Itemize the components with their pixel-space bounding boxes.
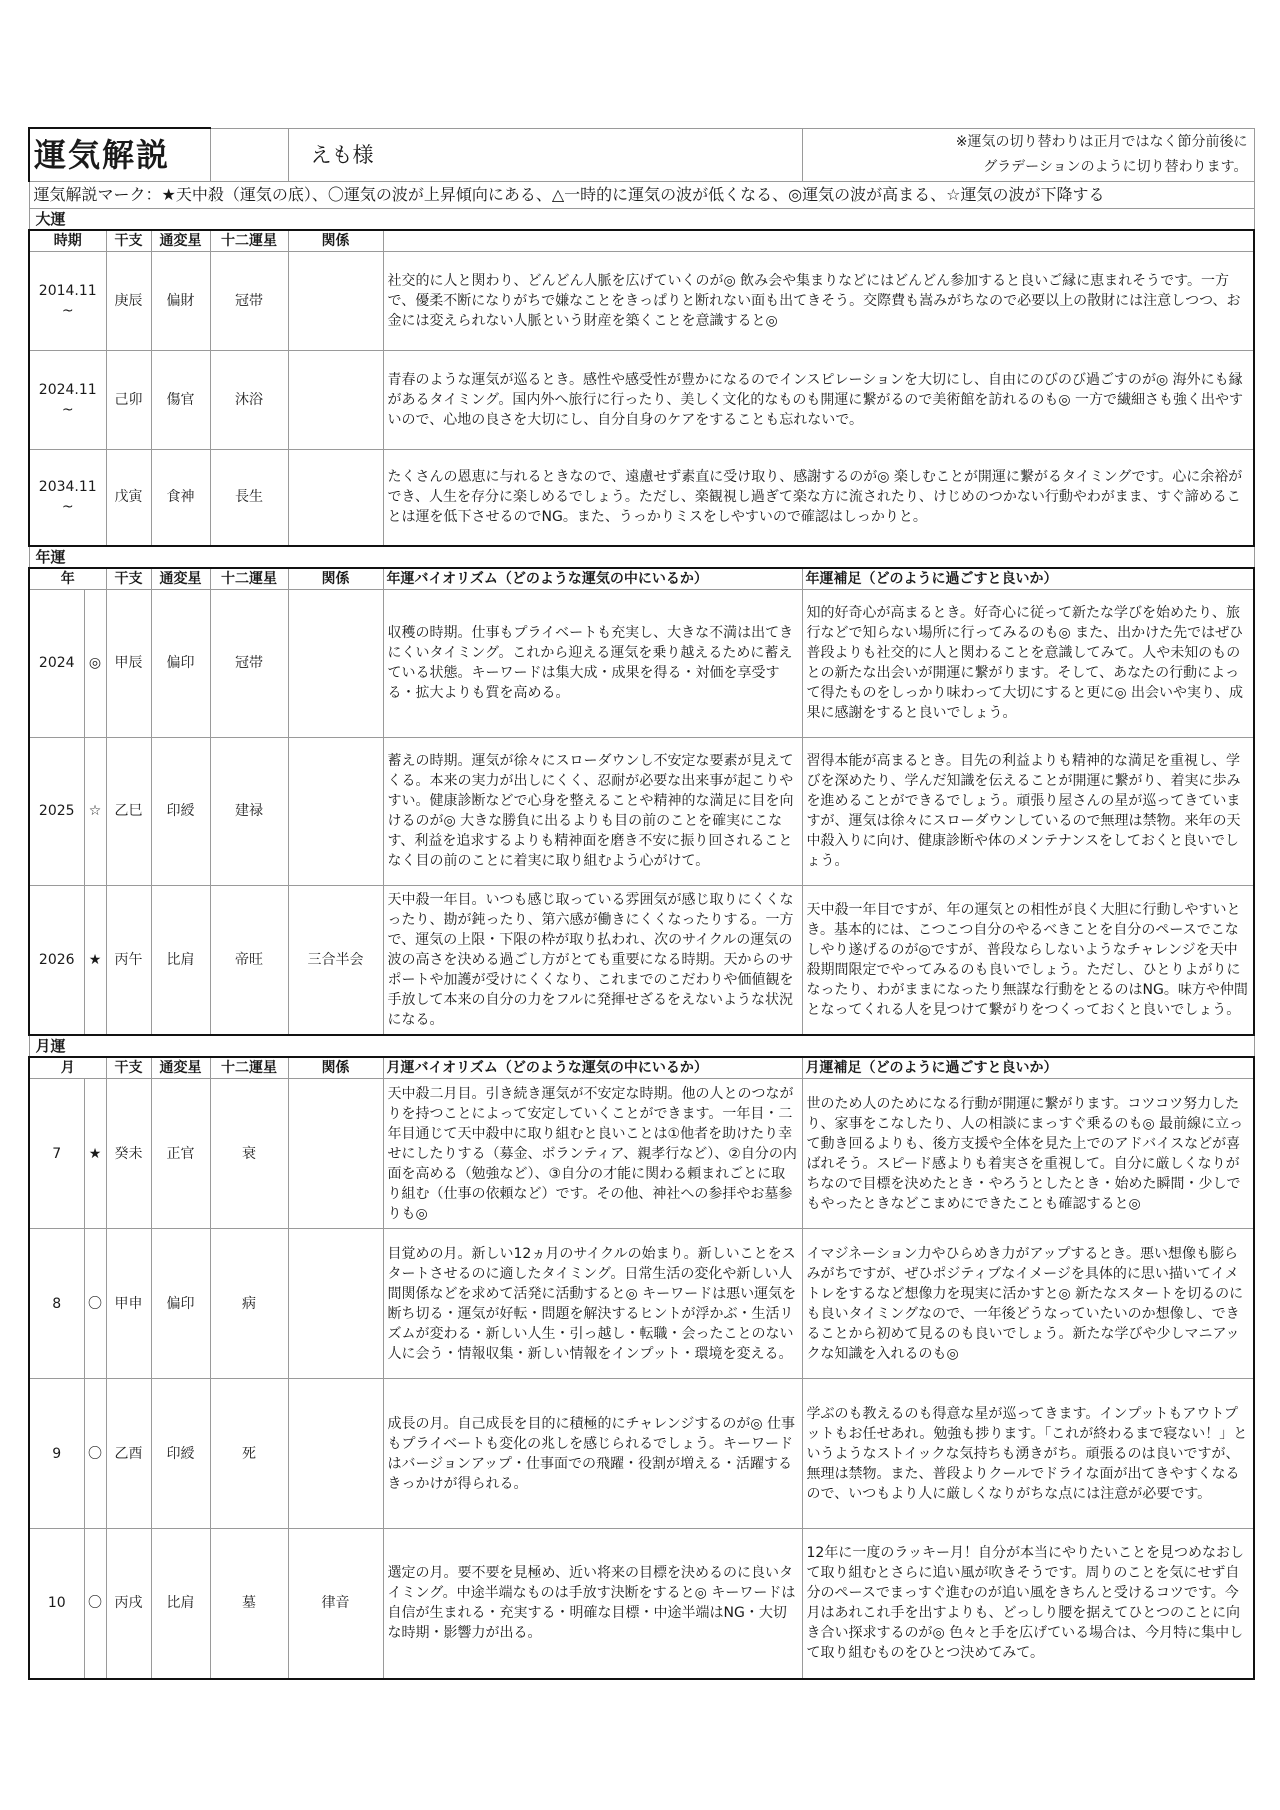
- month: 9: [29, 1379, 84, 1529]
- fortune-mark: ★: [84, 1079, 106, 1229]
- section-getsuun-label: 月運: [29, 1035, 1254, 1057]
- col-header-biorhythm: 月運バイオリズム（どのような運気の中にいるか）: [383, 1057, 802, 1079]
- kankei: [288, 737, 383, 885]
- biorhythm-text: 成長の月。自己成長を目的に積極的にチャレンジするのが◎ 仕事もプライベートも変化の兆しを感じられるでしょう。キーワードはバージョンアップ・仕事面での飛躍・役割が増える・活躍するきっかけが得られる。: [383, 1379, 802, 1529]
- biorhythm-text: 選定の月。要不要を見極め、近い将来の目標を決めるのに良いタイミング。中途半端なものは手放す決断をすると◎ キーワードは自信が生まれる・充実する・明確な目標・中途半端はNG・大切な時期・影響力が出る。: [383, 1529, 802, 1679]
- kanshi: 庚辰: [106, 252, 151, 351]
- month: 8: [29, 1229, 84, 1379]
- kankei: [288, 1379, 383, 1529]
- tsuhen: 偏印: [151, 589, 210, 737]
- kankei: [288, 351, 383, 450]
- kanshi: 癸未: [106, 1079, 151, 1229]
- client-name: えも様: [288, 128, 802, 182]
- juuni: 冠帯: [210, 252, 288, 351]
- biorhythm-text: 目覚めの月。新しい12ヵ月のサイクルの始まり。新しいことをスタートさせるのに適したタイミング。日常生活の変化や新しい人間関係などを求めて活発に活動すると◎ キーワードは悪い運気を断ち切る・運気が好転・問題を解決するヒントが浮かぶ・生活リズムが変わる・新しい人生・引っ越し・転職・会ったことのない人に会う・情報収集・新しい情報をインプット・環境を変える。: [383, 1229, 802, 1379]
- section-taiun-label: 大運: [29, 209, 1254, 231]
- tsuhen: 偏印: [151, 1229, 210, 1379]
- col-header-juuni: 十二運星: [210, 230, 288, 252]
- fortune-mark: 〇: [84, 1229, 106, 1379]
- kanshi: 戊寅: [106, 450, 151, 546]
- advice-text: イマジネーション力やひらめき力がアップするとき。悪い想像も膨らみがちですが、ぜひポジティブなイメージを具体的に思い描いてイメトレをするなど想像力を現実に活かすと◎ 新たなスタートを切るのにも良いタイミングなので、一年後どうなっていたいのか想像し、できることから初めて見るのも良いでしょう。新たな学びや少しマニアックな知識を入れるのも◎: [802, 1229, 1254, 1379]
- kankei: [288, 1079, 383, 1229]
- nenun-row: [29, 737, 1254, 885]
- kanshi: 丙午: [106, 885, 151, 1035]
- taiun-row: [29, 252, 1254, 351]
- page-title: 運気解説: [29, 128, 210, 182]
- month: 10: [29, 1529, 84, 1679]
- juuni: 死: [210, 1379, 288, 1529]
- taiun-row: [29, 450, 1254, 546]
- biorhythm-text: 天中殺二月目。引き続き運気が不安定な時期。他の人とのつながりを持つことによって安定していくことができます。一年目・二年目通じて天中殺中に取り組むと良いことは①他者を助けたり幸せにしたりする（募金、ボランティア、親孝行など）、②自分の内面を高める（勉強など）、③自分の才能に関わる頼まれごとに取り組む（仕事の依頼など）です。その他、神社への参拝やお墓参りも◎: [383, 1079, 802, 1229]
- getsuun-row: [29, 1229, 1254, 1379]
- tsuhen: 印綬: [151, 737, 210, 885]
- col-header-advice: 月運補足（どのように過ごすと良いか）: [802, 1057, 1254, 1079]
- kankei: [288, 450, 383, 546]
- juuni: 病: [210, 1229, 288, 1379]
- col-header-kankei: 関係: [288, 568, 383, 590]
- kanshi: 乙巳: [106, 737, 151, 885]
- fortune-mark: 〇: [84, 1529, 106, 1679]
- year: 2025: [29, 737, 84, 885]
- col-header-biorhythm: 年運バイオリズム（どのような運気の中にいるか）: [383, 568, 802, 590]
- kankei: [288, 1229, 383, 1379]
- tsuhen: 傷官: [151, 351, 210, 450]
- biorhythm-text: 蓄えの時期。運気が徐々にスローダウンし不安定な要素が見えてくる。本来の実力が出しにくく、忍耐が必要な出来事が起こりやすい。健康診断などで心身を整えることや精神的な満足に目を向けるのが◎ 大きな勝負に出るよりも目の前のことを確実にこなす、利益を追求するよりも精神面を磨き不安に振り回されることなく目の前のことに着実に取り組むよう心がけて。: [383, 737, 802, 885]
- kankei: 律音: [288, 1529, 383, 1679]
- kanshi: 己卯: [106, 351, 151, 450]
- fortune-mark: ☆: [84, 737, 106, 885]
- fortune-mark: ◎: [84, 589, 106, 737]
- juuni: 沐浴: [210, 351, 288, 450]
- section-nenun-label: 年運: [29, 546, 1254, 568]
- mark-legend: 運気解説マーク：★天中殺（運気の底）、〇運気の波が上昇傾向にある、△一時的に運気の波が低くなる、◎運気の波が高まる、☆運気の波が下降する: [29, 182, 1254, 209]
- taiun-text: 青春のような運気が巡るとき。感性や感受性が豊かになるのでインスピレーションを大切にし、自由にのびのび過ごすのが◎ 海外にも縁があるタイミング。国内外へ旅行に行ったり、美しく文化的なものも開運に繋がるので美術館を訪れるのも◎ 一方で繊細さも強く出やすいので、心地の良さを大切にし、自分自身のケアをすることも忘れないで。: [383, 351, 1254, 450]
- kankei: [288, 252, 383, 351]
- juuni: 墓: [210, 1529, 288, 1679]
- kankei: [288, 589, 383, 737]
- taiun-text: 社交的に人と関わり、どんどん人脈を広げていくのが◎ 飲み会や集まりなどにはどんどん参加すると良いご縁に恵まれそうです。一方で、優柔不断になりがちで嫌なことをきっぱりと断れない面も出てきそう。交際費も嵩みがちなので必要以上の散財には注意しつつ、お金には変えられない人脈という財産を築くことを意識すると◎: [383, 252, 1254, 351]
- transition-note-line2: グラデーションのように切り替わります。: [983, 158, 1248, 175]
- juuni: 帝旺: [210, 885, 288, 1035]
- tsuhen: 偏財: [151, 252, 210, 351]
- fortune-table: [28, 127, 1255, 1680]
- col-header-kanshi: 干支: [106, 568, 151, 590]
- col-header-tsuhen: 通変星: [151, 568, 210, 590]
- taiun-row: [29, 351, 1254, 450]
- year: 2026: [29, 885, 84, 1035]
- kanshi: 甲申: [106, 1229, 151, 1379]
- period: 2014.11~: [29, 252, 106, 351]
- fortune-mark: 〇: [84, 1379, 106, 1529]
- taiun-text: たくさんの恩恵に与れるときなので、遠慮せず素直に受け取り、感謝するのが◎ 楽しむことが開運に繋がるタイミングです。心に余裕ができ、人生を存分に楽しめるでしょう。ただし、楽観視し過ぎて楽な方に流されたり、けじめのつかない行動やわがまま、すぐ諦めることは運を低下させるのでNG。また、うっかりミスをしやすいので確認はしっかりと。: [383, 450, 1254, 546]
- biorhythm-text: 天中殺一年目。いつも感じ取っている雰囲気が感じ取りにくくなったり、勘が鈍ったり、第六感が働きにくくなったりする。一方で、運気の上限・下限の枠が取り払われ、次のサイクルの運気の波の高さを決める過ごし方がとても重要になる時期。天からのサポートや加護が受けにくくなり、これまでのこだわりや価値観を手放して本来の自分の力をフルに発揮せざるをえないような状況になる。: [383, 885, 802, 1035]
- year: 2024: [29, 589, 84, 737]
- advice-text: 12年に一度のラッキー月！自分が本当にやりたいことを見つめなおして取り組むとさらに追い風が吹きそうです。周りのことを気にせず自分のペースでまっすぐ進むのが追い風をきちんと受けるコツです。今月はあれこれ手を出すよりも、どっしり腰を据えてひとつのことに向き合い探求するのが◎ 色々と手を広げている場合は、今月特に集中して取り組むものをひとつ決めてみて。: [802, 1529, 1254, 1679]
- kanshi: 丙戌: [106, 1529, 151, 1679]
- fortune-sheet: [28, 127, 1253, 1680]
- col-header-kankei: 関係: [288, 230, 383, 252]
- col-header-tsuhen: 通変星: [151, 1057, 210, 1079]
- tsuhen: 比肩: [151, 885, 210, 1035]
- col-header-tsuhen: 通変星: [151, 230, 210, 252]
- col-header-juuni: 十二運星: [210, 568, 288, 590]
- nenun-row: [29, 885, 1254, 1035]
- col-header-kanshi: 干支: [106, 1057, 151, 1079]
- tsuhen: 比肩: [151, 1529, 210, 1679]
- transition-note-line1: ※運気の切り替わりは正月ではなく節分前後に: [955, 133, 1248, 150]
- kankei: 三合半会: [288, 885, 383, 1035]
- kanshi: 甲辰: [106, 589, 151, 737]
- col-header-year: 年: [29, 568, 106, 590]
- col-header-kanshi: 干支: [106, 230, 151, 252]
- biorhythm-text: 収穫の時期。仕事もプライベートも充実し、大きな不満は出てきにくいタイミング。これから迎える運気を乗り越えるために蓄えている状態。キーワードは集大成・成果を得る・対価を享受する・拡大よりも質を高める。: [383, 589, 802, 737]
- period: 2034.11~: [29, 450, 106, 546]
- col-header-period: 時期: [29, 230, 106, 252]
- kanshi: 乙酉: [106, 1379, 151, 1529]
- tsuhen: 正官: [151, 1079, 210, 1229]
- advice-text: 知的好奇心が高まるとき。好奇心に従って新たな学びを始めたり、旅行などで知らない場所に行ってみるのも◎ また、出かけた先ではぜひ普段よりも社交的に人と関わることを意識してみて。人や未知のものとの新たな出会いが開運に繋がります。そして、あなたの行動によって得たものをしっかり味わって大切にすると更に◎ 出会いや実り、成果に感謝をすると良いでしょう。: [802, 589, 1254, 737]
- advice-text: 天中殺一年目ですが、年の運気との相性が良く大胆に行動しやすいとき。基本的には、こつこつ自分のやるべきことを自分のペースでこなしやり遂げるのが◎ですが、普段ならしないようなチャレンジを天中殺期間限定でやってみるのも良いでしょう。ただし、ひとりよがりになったり、わがままになったり無謀な行動をとるのはNG。味方や仲間となってくれる人を見つけて繋がりをつくっておくと良いでしょう。: [802, 885, 1254, 1035]
- col-header-kankei: 関係: [288, 1057, 383, 1079]
- juuni: 衰: [210, 1079, 288, 1229]
- col-header-juuni: 十二運星: [210, 1057, 288, 1079]
- advice-text: 習得本能が高まるとき。目先の利益よりも精神的な満足を重視し、学びを深めたり、学んだ知識を伝えることが開運に繋がり、着実に歩みを進めることができるでしょう。頑張り屋さんの星が巡ってきていますが、運気は徐々にスローダウンしているので無理は禁物。来年の天中殺入りに向け、健康診断や体のメンテナンスをしておくと良いでしょう。: [802, 737, 1254, 885]
- getsuun-row: [29, 1079, 1254, 1229]
- juuni: 長生: [210, 450, 288, 546]
- advice-text: 世のため人のためになる行動が開運に繋がります。コツコツ努力したり、家事をこなしたり、人の相談にまっすぐ乗るのも◎ 最前線に立って動き回るよりも、後方支援や全体を見た上でのアドバイスなどが喜ばれそう。スピード感よりも着実さを重視して。自分に厳しくなりがちなので目標を決めたとき・やろうとしたとき・始めた瞬間・少しでもやったときなどこまめにできたことも確認すると◎: [802, 1079, 1254, 1229]
- advice-text: 学ぶのも教えるのも得意な星が巡ってきます。インプットもアウトプットもお任せあれ。勉強も捗ります。「これが終わるまで寝ない！」というようなストイックな気持ちも湧きがち。頑張るのは良いですが、無理は禁物。また、普段よりクールでドライな面が出てきやすくなるので、いつもより人に厳しくなりがちな点には注意が必要です。: [802, 1379, 1254, 1529]
- col-header-month: 月: [29, 1057, 106, 1079]
- month: 7: [29, 1079, 84, 1229]
- tsuhen: 食神: [151, 450, 210, 546]
- transition-note: [802, 128, 1254, 182]
- col-header-advice: 年運補足（どのように過ごすと良いか）: [802, 568, 1254, 590]
- nenun-row: [29, 589, 1254, 737]
- period: 2024.11~: [29, 351, 106, 450]
- juuni: 建禄: [210, 737, 288, 885]
- getsuun-row: [29, 1379, 1254, 1529]
- tsuhen: 印綬: [151, 1379, 210, 1529]
- getsuun-row: [29, 1529, 1254, 1679]
- juuni: 冠帯: [210, 589, 288, 737]
- fortune-mark: ★: [84, 885, 106, 1035]
